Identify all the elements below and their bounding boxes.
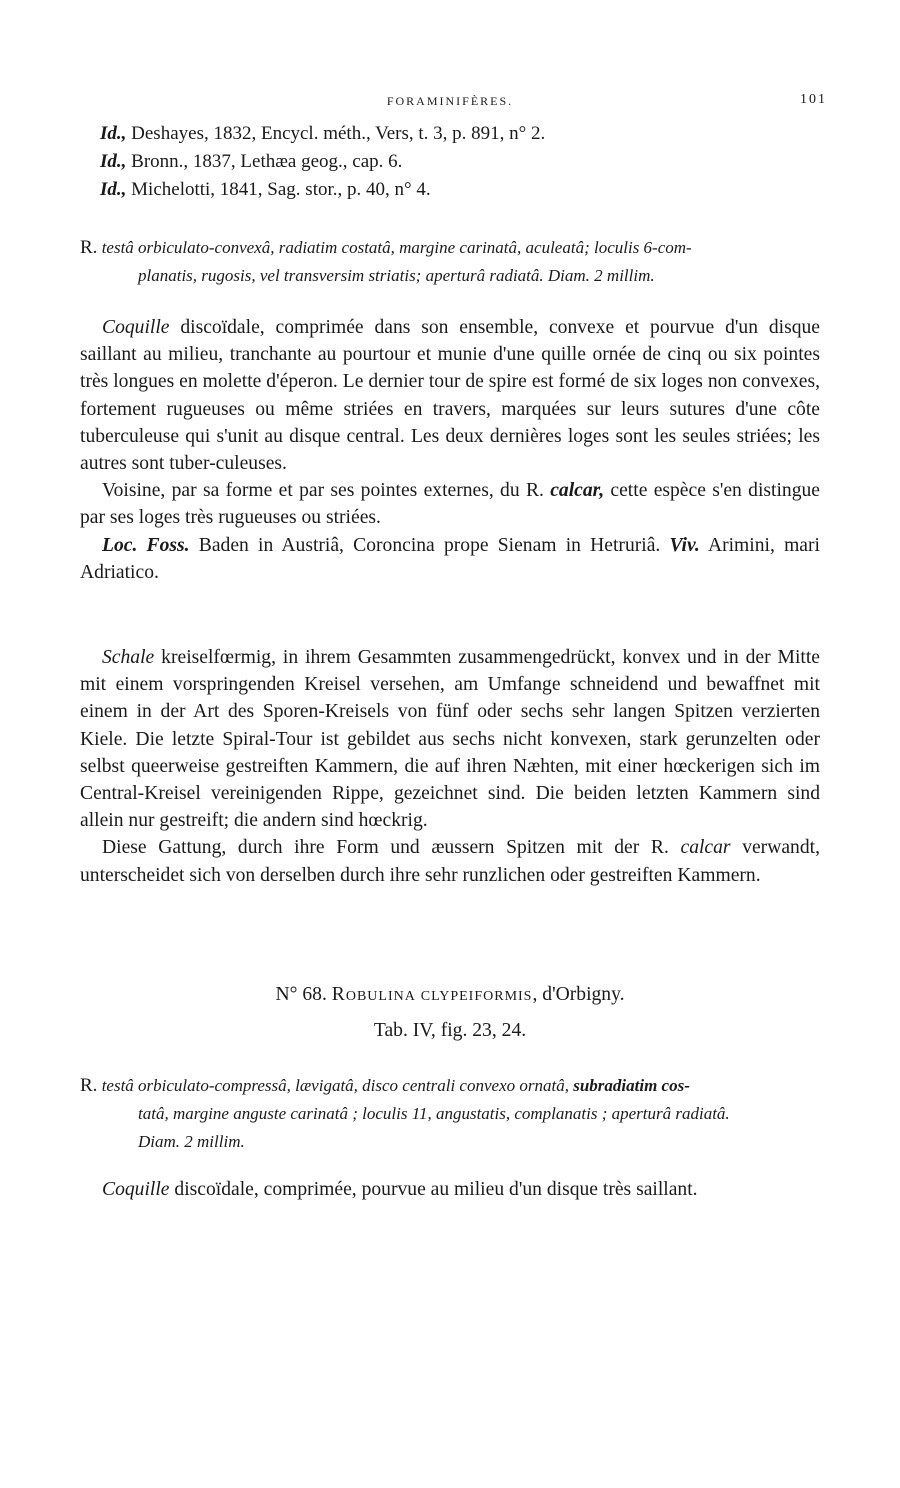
page-number: 101 [800,92,827,107]
locality-paragraph: Loc. Foss. Baden in Austriâ, Coroncina prope Sienam in Hetruriâ. Viv. Arimini, mari Adriatico. [80,534,820,583]
paragraph: Coquille discoïdale, comprimée dans son ensemble, convexe et pourvue d'un disque saillant au milieu, tranchante au pourtour et munie d'une quille ornée de cinq ou six pointes très longues en molette d'éperon. Le dernier tour de spire est formé de six loges non convexes, fortement rugueuses ou même striées en travers, marquées sur leurs sutures d'une côte tuberculeuse qui s'unit au disque central. Les deux dernières loges sont les seules striées; les autres sont tuber-culeuses. [80,317,820,475]
diagnosis-line: R. testâ orbiculato-convexâ, radiatim costatâ, margine carinatâ, aculeatâ; loculis 6-com- [80,237,692,258]
reference-line: Id., Bronn., 1837, Lethæa geog., cap. 6. [100,151,403,172]
diagnosis-line: R. testâ orbiculato-compressâ, lævigatâ, disco centrali convexo ornatâ, subradiatim cos- [80,1075,690,1096]
french-description [80,1176,820,1203]
french-description [80,314,820,586]
running-title: FORAMINIFÈRES. [386,94,514,108]
latin-diagnosis [80,234,820,290]
latin-diagnosis [80,1072,820,1156]
diagnosis-line: planatis, rugosis, vel transversim striatis; aperturâ radiatâ. Diam. 2 millim. [138,266,655,285]
plate-reference: Tab. IV, fig. 23, 24. [373,1020,527,1041]
paragraph: Diese Gattung, durch ihre Form und æussern Spitzen mit der R. calcar verwandt, unterscheidet sich von derselben durch ihre sehr runzlichen oder gestreiften Kammern. [80,837,820,886]
diagnosis-line: Diam. 2 millim. [138,1132,245,1151]
reference-line: Id., Michelotti, 1841, Sag. stor., p. 40, n° 4. [100,179,431,200]
reference-line: Id., Deshayes, 1832, Encycl. méth., Vers, t. 3, p. 891, n° 2. [100,123,546,144]
german-description [80,644,820,889]
paragraph: Voisine, par sa forme et par ses pointes externes, du R. calcar, cette espèce s'en distingue par ses loges très rugueuses ou striées. [80,480,820,529]
species-heading: N° 68. Robulina clypeiformis, d'Orbigny. [275,984,625,1005]
paragraph: Coquille discoïdale, comprimée, pourvue au milieu d'un disque très saillant. [102,1179,698,1200]
paragraph: Schale kreiselfœrmig, in ihrem Gesammten zusammengedrückt, konvex und in der Mitte mit einem vorspringenden Kreisel versehen, am Umfange schneidend und bewaffnet mit einem in der Art des Sporen-Kreisels von fünf oder sechs sehr langen Spitzen verzierten Kiele. Die letzte Spiral-Tour ist gebildet aus sechs nicht konvexen, stark gerunzelten oder selbst queerweise gestreiften Kammern, die auf ihren Næhten, mit einer hœckerigen sich im Central-Kreisel vereinigenden Rippe, gezeichnet sind. Die beiden letzten Kammern sind allein nur gestreift; die andern sind hœckrig. [80,647,820,832]
diagnosis-line: tatâ, margine anguste carinatâ ; loculis 11, angustatis, complanatis ; aperturâ radiatâ. [138,1104,730,1123]
synonymy-references [100,120,820,204]
